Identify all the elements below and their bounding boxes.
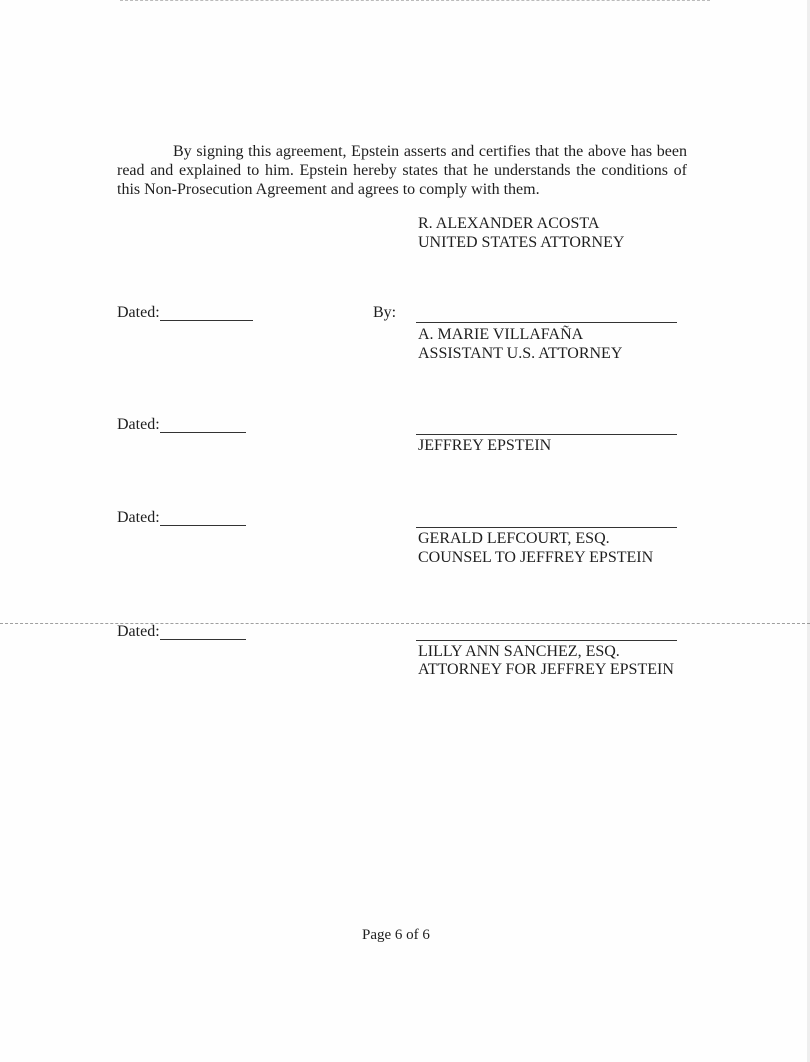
acosta-name: R. ALEXANDER ACOSTA — [418, 215, 600, 232]
epstein-name: JEFFREY EPSTEIN — [418, 437, 552, 454]
dated-label: Dated: — [117, 416, 160, 433]
date-line[interactable] — [160, 320, 253, 321]
date-line[interactable] — [160, 432, 246, 433]
sanchez-title: ATTORNEY FOR JEFFREY EPSTEIN — [418, 661, 674, 678]
villafana-name: A. MARIE VILLAFAÑA — [418, 326, 584, 343]
scan-artifact-top — [120, 0, 710, 1]
signature-line[interactable] — [416, 527, 677, 528]
page-number: Page 6 of 6 — [362, 927, 430, 943]
signature-line[interactable] — [416, 434, 677, 435]
lefcourt-title: COUNSEL TO JEFFREY EPSTEIN — [418, 549, 654, 566]
by-label: By: — [373, 304, 397, 321]
date-line[interactable] — [160, 639, 246, 640]
dated-label: Dated: — [117, 509, 160, 526]
date-line[interactable] — [160, 525, 246, 526]
villafana-title: ASSISTANT U.S. ATTORNEY — [418, 345, 623, 362]
sanchez-name: LILLY ANN SANCHEZ, ESQ. — [418, 643, 620, 660]
dated-label: Dated: — [117, 623, 160, 640]
acosta-title: UNITED STATES ATTORNEY — [418, 234, 625, 251]
signature-line[interactable] — [416, 640, 677, 641]
dated-label: Dated: — [117, 304, 160, 321]
signature-line[interactable] — [416, 322, 677, 323]
certification-paragraph: By signing this agreement, Epstein asserts and certifies that the above has been read and explained to him. Epstein hereby states that he understands the conditions of this Non-Prosecution Agreement and agrees to comply with them. — [117, 143, 687, 198]
lefcourt-name: GERALD LEFCOURT, ESQ. — [418, 530, 610, 547]
